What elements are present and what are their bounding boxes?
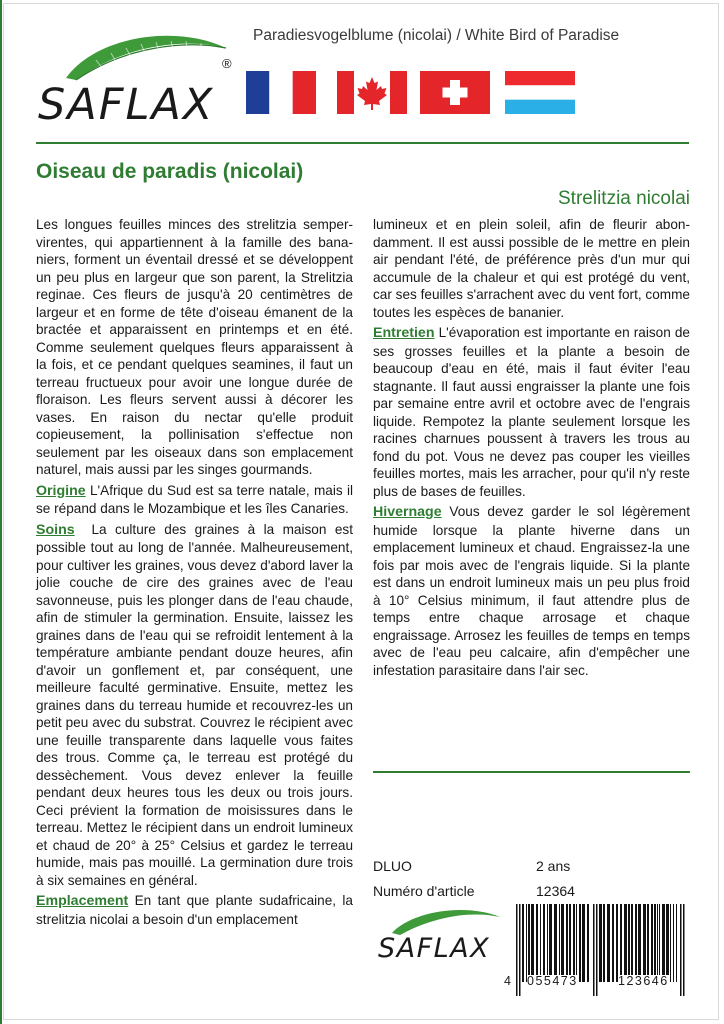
barcode-bar <box>654 904 656 982</box>
barcode-bar <box>531 904 534 982</box>
barcode-bar <box>519 904 521 996</box>
barcode-bar <box>635 904 637 982</box>
barcode-bar <box>554 904 557 982</box>
right-column <box>373 216 690 682</box>
luxembourg-flag-icon <box>505 71 575 114</box>
soins-paragraph <box>36 521 353 890</box>
barcode-bar <box>573 904 575 982</box>
barcode-bar <box>620 904 622 982</box>
barcode-bar <box>662 904 665 982</box>
barcode-bar <box>566 904 568 982</box>
barcode-bar <box>579 904 581 982</box>
logo-wordmark: SAFLAX <box>38 80 215 130</box>
saflax-logo <box>36 26 240 130</box>
left-edge-stripe <box>0 0 2 1024</box>
emplacement-paragraph <box>36 892 353 928</box>
logo-wordmark-footer: SAFLAX <box>378 933 491 964</box>
barcode-bar <box>543 904 545 982</box>
barcode-bar <box>631 904 633 982</box>
barcode-bar <box>612 904 614 982</box>
barcode-bar <box>587 904 589 982</box>
barcode-right-digits: 123646 <box>618 974 669 988</box>
barcode-bar <box>651 904 653 982</box>
barcode-bar <box>516 904 518 996</box>
barcode-bar <box>676 904 677 982</box>
barcode-bar <box>569 904 571 982</box>
barcode-first-digit: 4 <box>504 974 511 988</box>
barcode-bar <box>673 904 674 982</box>
header-divider <box>36 142 689 144</box>
info-divider <box>373 771 690 773</box>
article-number-label: Numéro d'article <box>373 883 475 899</box>
barcode-bar <box>683 904 685 996</box>
saflax-logo-footer <box>378 905 506 965</box>
barcode-bar <box>526 904 527 982</box>
barcode-bar <box>582 904 585 982</box>
barcode-bar <box>536 904 538 982</box>
barcode-bar <box>680 904 682 996</box>
barcode-bar <box>659 904 660 982</box>
origine-heading: Origine <box>36 482 86 499</box>
origine-paragraph <box>36 482 353 518</box>
barcode-bar <box>576 904 577 982</box>
emplacement-continued: lumineux et en plein soleil, afin de fleurir abondamment. Il est aussi possible de le mettre en plein air pendant l'été, de préférence près d'un mur qui accumule de la chaleur et qui est protégé du vent, car ses feuilles s'arrachent avec du vent fort, comme toutes les espèces de bananier. <box>373 217 690 320</box>
header-title: Paradiesvogelblume (nicolai) / White Bird of Paradise <box>253 27 620 44</box>
emplacement-text: En tant que plante sudafricaine, la strelitzia nicolai a besoin d'un emplacement <box>36 893 353 927</box>
intro-paragraph: Les longues feuilles minces des strelitzia sempervirentes, qui appartiennent à la famille des bananiers, forment un éventail dressé et se développent un peu plus en largeur que son parent, la Strelitzia reginae. Ces fleurs de jusqu'à 20 centimètres de largeur et en forme de tête d'oiseau émanent de la bractée et apparaissent en printemps et en été. Comme seulement quelques fleurs apparaissent à la fois, et ce pendant quelques seamines, il faut un terreau fructueux pour avoir une longue durée de floraison. Les fleurs servent aussi à décorer les vases. En raison du nectar qu'elle produit copieusement, la pollinisation s'effectue non seulement par les oiseaux dans son emplacement naturel, mais aussi par les singes gourmands. <box>36 217 353 477</box>
barcode-bar <box>540 904 541 982</box>
entretien-paragraph <box>373 324 690 500</box>
hivernage-paragraph <box>373 503 690 679</box>
barcode-bar <box>607 904 610 982</box>
barcode-bar <box>559 904 560 982</box>
barcode-bar <box>647 904 649 982</box>
soins-heading: Soins <box>36 521 75 538</box>
barcode-bar <box>616 904 618 982</box>
registered-mark: ® <box>222 56 232 71</box>
barcode-bar <box>561 904 564 982</box>
barcode-bar <box>624 904 627 982</box>
canada-flag-icon <box>337 71 407 114</box>
entretien-text: L'évaporation est importante en raison de ses grosses feuilles et la plante a besoin de beaucoup d'eau en été, mais il faut éviter l'eau stagnante. Il faut aussi engraisser la plante une fois par semaine entre avril et octobre avec de l'engrais liquide. Rempotez la plante seulement lorsque les racines charnues poussent à travers les trous au fond du pot. Vous ne devez pas couper les vieilles feuilles mortes, mais les arracher, pour qu'il n'y reste plus de bases de feuilles. <box>373 325 690 499</box>
barcode-bar <box>638 904 641 982</box>
left-column <box>36 216 353 931</box>
dluo-label: DLUO <box>373 858 412 874</box>
barcode-bar <box>643 904 646 982</box>
barcode-bar <box>596 904 598 996</box>
barcode-bar <box>599 904 602 982</box>
switzerland-flag-icon <box>420 71 490 114</box>
soins-text: La culture des graines à la maison est possible tout au long de l'année. Malheureusement, pour cultiver les graines, vous devez d'abord laver la jolie couche de cire des graines avec de l'eau savonneuse, puis les plonger dans de l'eau chaude, afin de stimuler la germination. Ensuite, laissez les graines dans de l'eau qui se refroidit lentement à la température ambiante pendant douze heures, afin d'avoir un gonflement et, par conséquent, une meilleure faculté germinative. Ensuite, mettez les graines dans du terreau humide et recouvrez-les un petit peu avec du substrat. Couvrez le récipient avec une feuille transparente dans laquelle vous faites des trous. Comme ça, le terreau est protégé du dessèchement. Vous devez enlever la feuille pendant deux heures tous les deux ou trois jours. Ceci prévient la formation de moisissures dans le terreau. Mettez le récipient dans un endroit lumineux et chaud de 20° à 25° Celsius et gardez le terreau humide, mais pas mouillé. La germination dure trois à six semaines en général. <box>36 521 353 888</box>
barcode-bar <box>593 904 595 996</box>
barcode-bar <box>522 904 524 982</box>
barcode-left-digits: 055473 <box>527 974 578 988</box>
origine-text: L'Afrique du Sud est sa terre natale, mais il se répand dans le Mozambique et les îles Canaries. <box>36 482 353 516</box>
barcode-bar <box>657 904 658 982</box>
barcode-bar <box>547 904 548 982</box>
france-flag-icon <box>246 71 316 114</box>
barcode-bar <box>670 904 671 982</box>
barcode-bar <box>528 904 530 982</box>
hivernage-heading: Hivernage <box>373 504 442 520</box>
barcode-bar <box>666 904 669 982</box>
entretien-heading: Entretien <box>373 325 435 341</box>
barcode-bar <box>549 904 552 982</box>
hivernage-text: Vous devez garder le sol légèrement humide lorsque la plante hiverne dans un emplacement lumineux et chaud. Engraissez-la une fois par mois avec de l'engrais liquide. Si la plante est dans un endroit lumineux mais un peu plus froid à 10° Celsius minimum, il faut attendre plus de temps entre chaque arrosage et chaque engraissage. Arrosez les feuilles de temps en temps avec de l'eau peu calcaire, afin d'empêcher une infestation parasitaire dans l'air sec. <box>373 504 691 678</box>
latin-name: Strelitzia nicolai <box>558 188 690 209</box>
article-number-value: 12364 <box>536 883 575 899</box>
page-title: Oiseau de paradis (nicolai) <box>36 160 304 183</box>
emplacement-heading: Emplacement <box>36 893 129 909</box>
dluo-value: 2 ans <box>536 858 571 874</box>
barcode-bar <box>628 904 630 982</box>
barcode-bar <box>603 904 605 982</box>
